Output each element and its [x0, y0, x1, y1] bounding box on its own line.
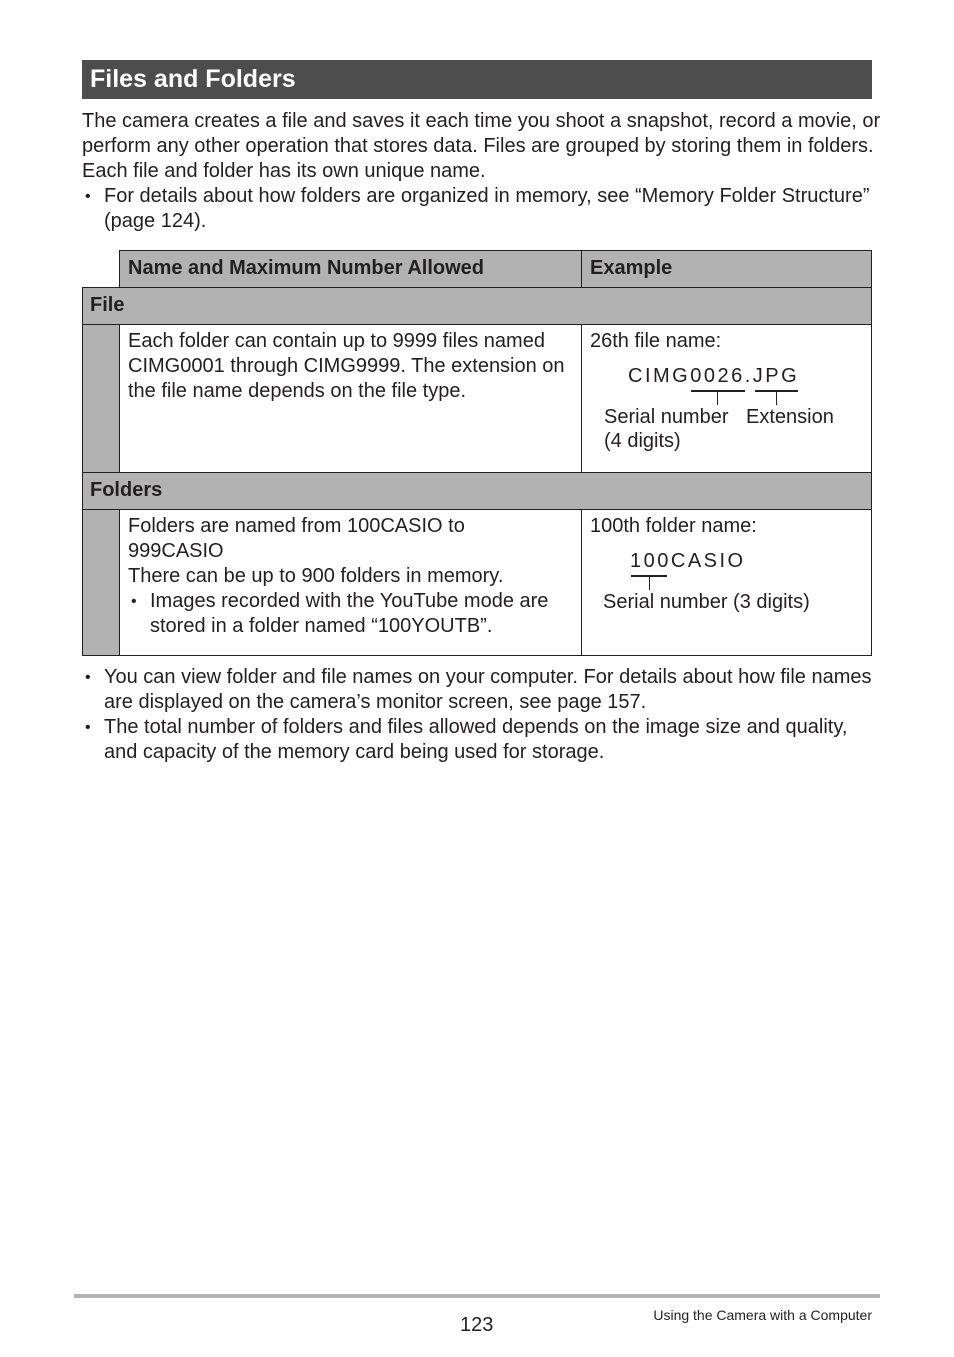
file-section-label: File — [90, 294, 125, 316]
file-name-serial: 0026 — [690, 365, 745, 387]
note-item — [82, 715, 872, 765]
bullet-dot-icon: • — [85, 188, 91, 205]
folder-section-label: Folders — [90, 479, 163, 501]
intro-paragraph: The camera creates a file and saves it each time you shoot a snapshot, record a movie, or perform any other operation that stores data. Files are grouped by storing them in folders. Each file and folder has its own unique name. — [82, 110, 881, 182]
folder-example-name — [630, 550, 746, 573]
page-number: 123 — [460, 1314, 494, 1336]
section-title: Files and Folders — [82, 60, 872, 99]
note-text: You can view folder and file names on your computer. For details about how file names are displayed on the camera’s monitor screen, see page 157. — [104, 666, 872, 713]
serial-bracket-stem — [717, 391, 718, 405]
note-text: The total number of folders and files allowed depends on the image size and quality, and capacity of the memory card being used for storage. — [104, 716, 848, 763]
file-name-prefix: CIMG — [628, 365, 691, 387]
intro-bullet — [82, 184, 872, 234]
chapter-title: Using the Camera with a Computer — [653, 1307, 872, 1323]
folder-serial-bracket-stem — [649, 576, 650, 590]
file-ext-label: Extension — [746, 406, 834, 428]
bullet-dot-icon: • — [131, 593, 137, 610]
notes-list — [82, 665, 872, 765]
file-description-cell — [119, 324, 582, 473]
serial-bracket — [691, 390, 745, 392]
intro-bullets — [82, 184, 872, 234]
file-section-row — [82, 287, 872, 325]
folder-line1: Folders are named from 100CASIO to 999CASIO — [128, 515, 465, 562]
ext-bracket-stem — [776, 391, 777, 405]
header-name-label: Name and Maximum Number Allowed — [128, 257, 484, 279]
footer-rule — [74, 1294, 880, 1298]
folder-serial-label: Serial number (3 digits) — [603, 591, 810, 613]
bullet-dot-icon: • — [85, 719, 91, 736]
file-name-dot: . — [744, 365, 753, 387]
file-name-ext: JPG — [752, 365, 800, 387]
folder-example-cell — [581, 509, 872, 656]
folder-name-suffix: CASIO — [670, 550, 746, 572]
file-description: Each folder can contain up to 9999 files named CIMG0001 through CIMG9999. The extension on the file name depends on the file type. — [128, 330, 565, 402]
folder-bullet — [128, 589, 578, 639]
file-example-caption: 26th file name: — [590, 330, 722, 352]
file-folder-table — [82, 250, 872, 656]
intro-bullet-text: For details about how folders are organized in memory, see “Memory Folder Structure” (page 124). — [104, 185, 870, 232]
bullet-dot-icon: • — [85, 669, 91, 686]
file-example-name — [628, 365, 799, 388]
folder-section-row — [82, 472, 872, 510]
folder-line2: There can be up to 900 folders in memory. — [128, 565, 504, 587]
folder-indent-strip — [82, 509, 120, 656]
file-indent-strip — [82, 324, 120, 473]
file-serial-sub: (4 digits) — [604, 430, 681, 452]
folder-bullet-text: Images recorded with the YouTube mode are stored in a folder named “100YOUTB”. — [150, 590, 549, 637]
file-serial-label: Serial number — [604, 406, 729, 428]
folder-example-caption: 100th folder name: — [590, 515, 757, 537]
file-example-cell — [581, 324, 872, 473]
folder-description-cell — [119, 509, 582, 656]
header-example-label: Example — [590, 257, 673, 279]
header-cell-example — [581, 250, 872, 288]
note-item — [82, 665, 872, 715]
header-cell-name — [119, 250, 582, 288]
folder-name-serial: 100 — [630, 550, 671, 572]
